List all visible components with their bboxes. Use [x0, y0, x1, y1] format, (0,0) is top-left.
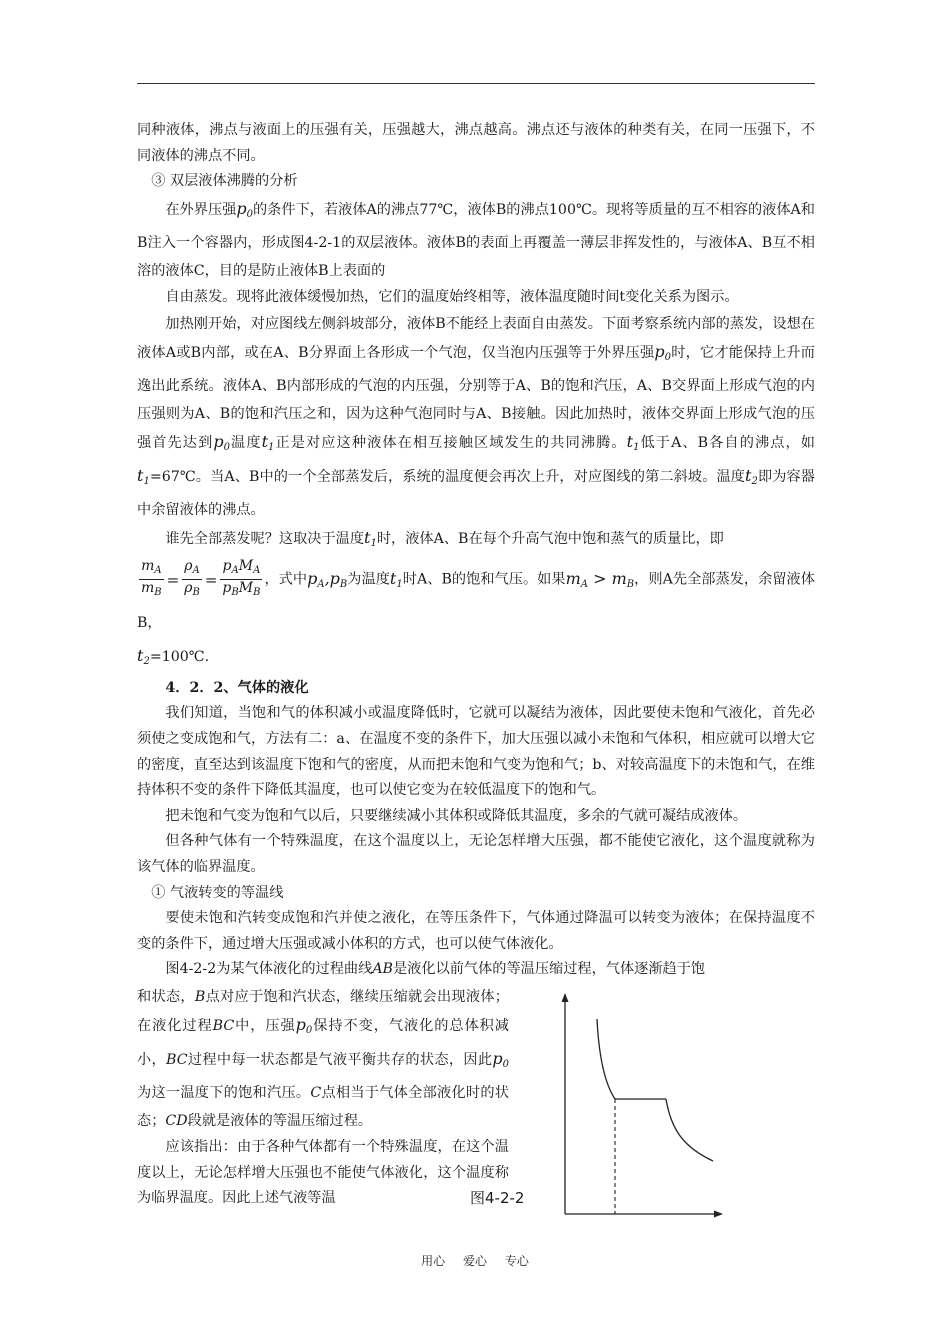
subheading-isotherm: ① 气液转变的等温线	[151, 884, 284, 901]
paragraph-4: 自由蒸发。现将此液体缓慢加热，它们的温度始终相等，液体温度随时间t变化关系为图示。	[165, 288, 739, 305]
paragraph-13: 和状态，B点对应于饱和汽状态，继续压缩就会出现液体；在液化过程BC中，压强$p_0$保持不变，气液化的总体积减小，BC过程中每一状态都是气液平衡共存的状态，因此$p_0$为这一温度下的饱和汽压。C点相当于气体全部液化时的状态；CD段就是液体的等温压缩过程。	[137, 989, 509, 1129]
figure-section	[137, 983, 815, 1212]
curve-AB-gas-compression	[597, 1019, 615, 1099]
paragraph-5: 加热刚开始，对应图线左侧斜坡部分，液体B不能经上表面自由蒸发。下面考察系统内部的蒸发，设想在液体A或B内部，或在A、B分界面上各形成一个气泡，仅当泡内压强等于外界压强$p_0$时，它才能保持上升而逸出此系统。液体A、B内部形成的气泡的内压强，分别等于A、B的饱和汽压，A、B交界面上形成气泡的内压强则为A、B的饱和汽压之和，因为这种气泡同时与A、B接触。因此加热时，液体交界面上形成气泡的压强首先达到$p_0$温度$t_1$正是对应这种液体在相互接触区域发生的共同沸腾。$t_1$低于A、B各自的沸点，如$t_1=67℃$。当A、B中的一个全部蒸发后，系统的温度便会再次上升，对应图线的第二斜坡。温度$t_2$即为容器中余留液体的沸点。	[137, 316, 815, 519]
curve-CD-liquid-compression	[666, 1099, 713, 1161]
mass-ratio-fraction: $\frac{m_A}{m_B}$	[141, 558, 162, 599]
paragraph-12: 图4-2-2为某气体液化的过程曲线AB是液化以前气体的等温压缩过程，气体逐渐趋于饱	[165, 961, 706, 978]
paragraph-1: 同种液体，沸点与液面上的压强有关，压强越大，沸点越高。沸点还与液体的种类有关，在同一压强下，不同液体的沸点不同。	[137, 122, 815, 164]
paragraph-11: 要使未饱和汽转变成饱和汽并使之液化，在等压条件下，气体通过降温可以转变为液体；在保持温度不变的条件下，通过增大压强或减小体积的方式，也可以使气体液化。	[137, 910, 815, 952]
figure-caption: 图4-2-2	[470, 1189, 525, 1207]
y-axis-arrow	[562, 993, 569, 1002]
section-heading-gas-liquefaction: 4．2．2、气体的液化	[165, 679, 309, 696]
density-ratio-fraction: $\frac{\rho_A}{\rho_B}$	[184, 558, 200, 599]
paragraph-6: 谁先全部蒸发呢？这取决于温度$t_1$时，液体A、B在每个升高气泡中饱和蒸气的质量比，即	[165, 528, 724, 550]
paragraph-14: 应该指出：由于各种气体都有一个特殊温度，在这个温度以上，无论怎样增大压强也不能使气体液化，这个温度称为临界温度。因此上述气液等温	[137, 1139, 509, 1207]
left-column-text	[137, 983, 509, 1212]
footer-item-1: 用心	[421, 1254, 446, 1268]
paragraph-3: 在外界压强$p_0$的条件下，若液体A的沸点77℃，液体B的沸点100℃。现将等质量的互不相容的液体A和B注入一个容器内，形成图4-2-1的双层液体。液体B的表面上再覆盖一薄层非挥发性的，与液体A、B互不相溶的液体C，目的是防止液体B上表面的	[137, 198, 815, 279]
header-rule	[137, 83, 815, 84]
footer-item-2: 爱心	[462, 1254, 487, 1268]
subheading-double-layer: ③ 双层液体沸腾的分析	[151, 173, 298, 190]
paragraph-6-end: $t_2=100℃$.	[137, 645, 210, 667]
page-footer	[0, 1252, 950, 1269]
footer-item-3: 专心	[504, 1254, 529, 1268]
paragraph-9: 但各种气体有一个特殊温度，在这个温度以上，无论怎样增大压强，都不能使它液化，这个温度就称为该气体的临界温度。	[137, 833, 815, 876]
x-axis-arrow	[714, 1211, 723, 1218]
document-body	[137, 118, 815, 1212]
isotherm-figure	[553, 989, 723, 1221]
paragraph-8: 把未饱和气变为饱和气以后，只要继续减小其体积或降低其温度，多余的气就可凝结成液体。	[165, 807, 748, 824]
paragraph-6-formula-line: $\frac{m_A}{m_B}$ = $\frac{\rho_A}{\rho_B}$ = $\frac{p_AM_A}{p_BM_B}$ ，式中$p_A,p_B$为温度$t_1$时A、B的饱和气压。如果$m_A > m_B$，则A先全部蒸发，余留液体B，	[137, 558, 815, 631]
pressure-molar-ratio-fraction: $\frac{p_AM_A}{p_BM_B}$	[222, 558, 261, 599]
paragraph-7: 我们知道，当饱和气的体积减小或温度降低时，它就可以凝结为液体，因此要使未饱和气液化，首先必须使之变成饱和气，方法有二：a、在温度不变的条件下，加大压强以减小未饱和气体积，相应就可以增大它的密度，直至达到该温度下饱和气的密度，从而把未饱和气变为饱和气；b、对较高温度下的未饱和气，在维持体积不变的条件下降低其温度，也可以使它变为在较低温度下的饱和气。	[137, 705, 815, 799]
